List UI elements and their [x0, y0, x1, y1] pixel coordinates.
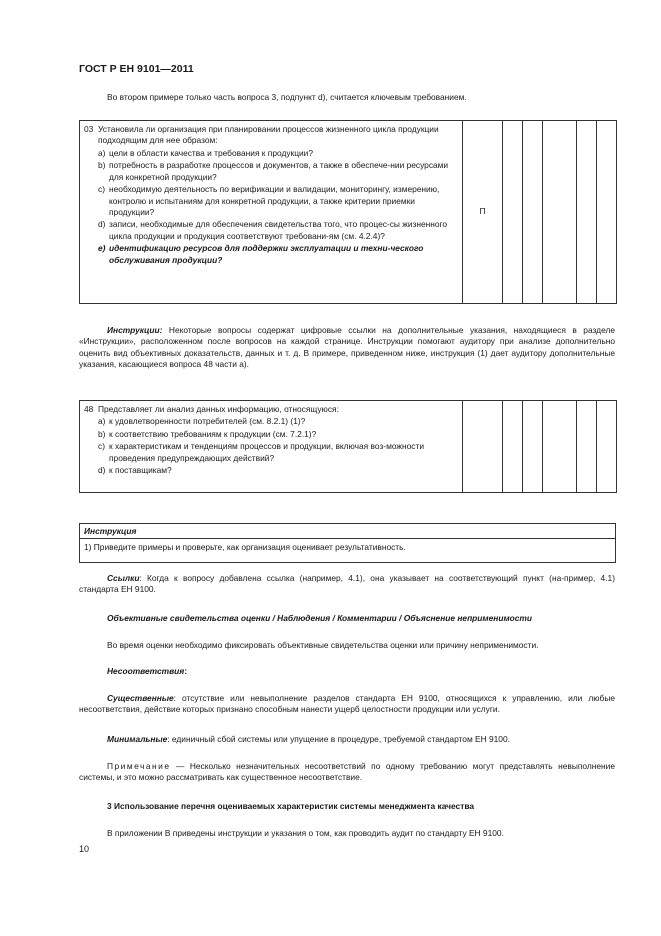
question-item: d) записи, необходимые для обеспечения свидетельства того, что процес-сы жизненного цикла продукции и продукция соответствуют требовани-ям (см. 4.2.4)?: [98, 219, 448, 241]
major-nonconformity-paragraph: Существенные: отсутствие или невыполнение разделов стандарта ЕН 9100, относящихся к управлению, или любые несоответствия, действие которых признано способным нанести ущерб целостности продукции или услуги.: [79, 693, 615, 715]
check-column: [523, 121, 543, 304]
question-item: a) цели в области качества и требования к продукции?: [98, 147, 314, 158]
question-03-cell: [80, 121, 463, 304]
instruction-box-title: Инструкция: [84, 526, 137, 536]
question-48-table: [79, 400, 617, 493]
question-number: 48: [84, 404, 94, 414]
question-text: Представляет ли анализ данных информацию, относящуюся:: [98, 404, 339, 414]
evidence-heading: Объективные свидетельства оценки / Наблюдения / Комментарии / Объяснение неприменимости: [107, 613, 532, 623]
section-3-heading: 3 Использование перечня оцениваемых характеристик системы менеджмента качества: [107, 801, 475, 811]
check-column: [577, 121, 597, 304]
check-column: [597, 401, 617, 493]
question-48-cell: [80, 401, 463, 493]
section-3-paragraph: В приложении В приведены инструкции и указания о том, как проводить аудит по стандарту ЕН 9100.: [107, 828, 504, 838]
check-column: [543, 121, 577, 304]
check-column: [523, 401, 543, 493]
question-text: Установила ли организация при планировании процессов жизненного цикла продукции подходящим для нее образом:: [98, 124, 439, 146]
check-column: [577, 401, 597, 493]
references-paragraph: Ссылки: Когда к вопросу добавлена ссылка (например, 4.1), она указывает на соответствующий пункт (на-пример, 4.1) стандарта ЕН 9100.: [79, 573, 615, 595]
check-column: [597, 121, 617, 304]
question-item-key: e) идентификацию ресурсов для поддержки эксплуатации и техни-ческого обслуживания продукции?: [98, 243, 424, 265]
question-item: a) к удовлетворенности потребителей (см. 8.2.1) (1)?: [98, 416, 306, 427]
check-column: [543, 401, 577, 493]
instructions-paragraph: Инструкции: Некоторые вопросы содержат цифровые ссылки на дополнительные указания, находящиеся в разделе «Инструкции», расположенном после вопросов на каждой странице. Инструкции помогают аудитору при анализе дополнительно оценить вид объективных доказательств, данных и т. д. В примере, приведенном ниже, инструкция (1) дает аудитору дополнительные указания, касающиеся вопроса 48 части а).: [79, 325, 615, 370]
question-item: b) потребность в разработке процессов и документов, а также в обеспече-нии ресурсами для конкретной продукции?: [98, 160, 449, 182]
question-item: c) к характеристикам и тенденциям процессов и продукции, включая воз-можности проведения предупреждающих действий?: [98, 441, 424, 463]
divider: [80, 538, 615, 539]
intro-paragraph: Во втором примере только часть вопроса 3, подпункт d), считается ключевым требованием.: [107, 92, 467, 102]
minor-nonconformity-paragraph: Минимальные: единичный сбой системы или упущение в процедуре, требуемой стандартом ЕН 9100.: [107, 734, 510, 744]
check-column: [503, 401, 523, 493]
evidence-paragraph: Во время оценки необходимо фиксировать объективные свидетельства оценки или причину неприменимости.: [107, 640, 539, 650]
question-item: d) к поставщикам?: [98, 465, 172, 476]
key-requirement-flag: П: [463, 121, 503, 304]
question-item: c) необходимую деятельность по верификации и валидации, мониторингу, измерению, контролю и испытаниям для конкретной продукции, а также критерии приемки продукции?: [98, 184, 440, 217]
check-column: [503, 121, 523, 304]
instruction-box: [79, 523, 616, 563]
question-item: b) к соответствию требованиям к продукции (см. 7.2.1)?: [98, 428, 317, 439]
nonconformities-heading: Несоответствия:: [107, 666, 187, 676]
question-number: 03: [84, 124, 94, 134]
check-column: [463, 401, 503, 493]
note-paragraph: Примечание — Несколько незначительных несоответствий по одному требованию могут представлять невыполнение системы, и это можно рассматривать как существенное несоответствие.: [79, 761, 615, 783]
question-03-table: [79, 120, 617, 304]
document-header: ГОСТ Р ЕН 9101—2011: [79, 63, 194, 75]
instruction-box-item: 1) Приведите примеры и проверьте, как организация оценивает результативность.: [84, 542, 406, 552]
page-number: 10: [79, 844, 90, 854]
